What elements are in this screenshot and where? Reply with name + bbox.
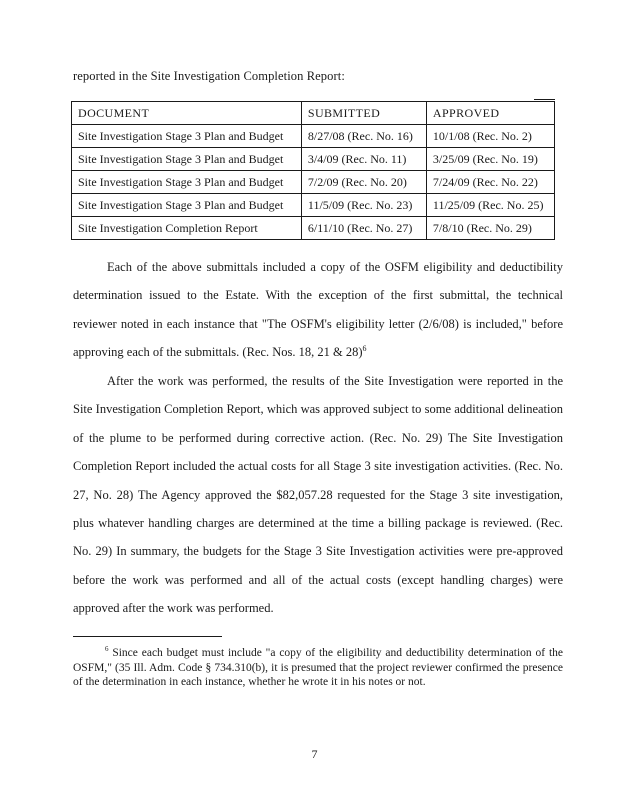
cell-document: Site Investigation Completion Report	[72, 217, 302, 240]
intro-line: reported in the Site Investigation Completion Report:	[73, 69, 345, 83]
table-row	[72, 171, 555, 194]
table-header-row	[72, 102, 555, 125]
cell-document: Site Investigation Stage 3 Plan and Budget	[72, 171, 302, 194]
table-row	[72, 125, 555, 148]
cell-approved: 11/25/09 (Rec. No. 25)	[426, 194, 554, 217]
paragraph-text: After the work was performed, the results of the Site Investigation were reported in the Site Investigation Completion Report, which was approved subject to some additional delineation of the plume to be performed during corrective action. (Rec. No. 29) The Site Investigation Completion Report included the actual costs for all Stage 3 site investigation activities. (Rec. No. 27, No. 28) The Agency approved the $82,057.28 requested for the Stage 3 site investigation, plus whatever handling charges are determined at the time a billing package is reviewed. (Rec. No. 29) In summary, the budgets for the Stage 3 Site Investigation activities were pre-approved before the work was performed and all of the actual costs (except handling charges) were approved after the work was performed.	[73, 374, 563, 616]
column-header-document: DOCUMENT	[72, 102, 302, 125]
submittals-table	[71, 101, 555, 240]
cell-submitted: 7/2/09 (Rec. No. 20)	[301, 171, 426, 194]
cell-approved: 3/25/09 (Rec. No. 19)	[426, 148, 554, 171]
cell-document: Site Investigation Stage 3 Plan and Budget	[72, 125, 302, 148]
column-header-submitted: SUBMITTED	[301, 102, 426, 125]
footnote-separator	[73, 636, 222, 637]
cell-document: Site Investigation Stage 3 Plan and Budget	[72, 148, 302, 171]
cell-submitted: 8/27/08 (Rec. No. 16)	[301, 125, 426, 148]
table-row	[72, 217, 555, 240]
footnote-marker: 6	[105, 645, 109, 654]
cell-approved: 7/24/09 (Rec. No. 22)	[426, 171, 554, 194]
cell-submitted: 3/4/09 (Rec. No. 11)	[301, 148, 426, 171]
cell-document: Site Investigation Stage 3 Plan and Budget	[72, 194, 302, 217]
body-paragraph	[73, 367, 563, 623]
cell-approved: 10/1/08 (Rec. No. 2)	[426, 125, 554, 148]
cell-submitted: 11/5/09 (Rec. No. 23)	[301, 194, 426, 217]
page-number: 7	[311, 747, 318, 761]
footnote	[73, 646, 563, 690]
footnote-text: Since each budget must include "a copy of the eligibility and deductibility determination of the OSFM," (35 Ill. Adm. Code § 734.310(b), it is presumed that the project reviewer confirmed the presence of the determination in each instance, whether he wrote it in his notes or not.	[73, 647, 563, 689]
table-row	[72, 148, 555, 171]
body-paragraph	[73, 253, 563, 367]
cell-approved: 7/8/10 (Rec. No. 29)	[426, 217, 554, 240]
header-rule	[534, 99, 555, 100]
cell-submitted: 6/11/10 (Rec. No. 27)	[301, 217, 426, 240]
table-row	[72, 194, 555, 217]
paragraph-text: Each of the above submittals included a copy of the OSFM eligibility and deductibility determination issued to the Estate. With the exception of the first submittal, the technical reviewer noted in each instance that "The OSFM's eligibility letter (2/6/08) is included," before approving each of the submittals. (Rec. Nos. 18, 21 & 28)	[73, 260, 563, 360]
column-header-approved: APPROVED	[426, 102, 554, 125]
footnote-reference: 6	[362, 344, 367, 354]
